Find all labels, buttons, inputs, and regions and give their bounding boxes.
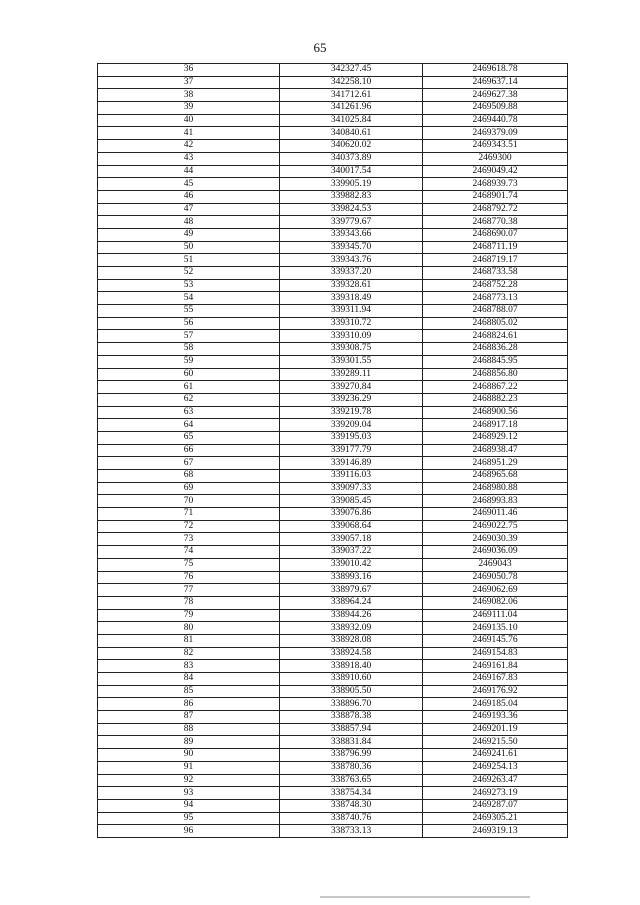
point-number-cell: 41 <box>98 127 280 140</box>
point-number-cell: 64 <box>98 419 280 432</box>
table-row <box>98 812 568 825</box>
x-coordinate-cell: 339057.18 <box>280 533 423 546</box>
point-number-cell: 37 <box>98 76 280 89</box>
y-coordinate-cell: 2468929.12 <box>423 431 568 444</box>
table-row <box>98 178 568 191</box>
point-number-cell: 92 <box>98 774 280 787</box>
y-coordinate-cell: 2469161.84 <box>423 660 568 673</box>
table-row <box>98 102 568 115</box>
y-coordinate-cell: 2469201.19 <box>423 723 568 736</box>
x-coordinate-cell: 339116.03 <box>280 470 423 483</box>
table-row <box>98 749 568 762</box>
x-coordinate-cell: 338979.67 <box>280 584 423 597</box>
point-number-cell: 69 <box>98 482 280 495</box>
y-coordinate-cell: 2468824.61 <box>423 330 568 343</box>
point-number-cell: 73 <box>98 533 280 546</box>
table-row <box>98 279 568 292</box>
y-coordinate-cell: 2469049.42 <box>423 165 568 178</box>
table-row <box>98 825 568 838</box>
point-number-cell: 67 <box>98 457 280 470</box>
x-coordinate-cell: 342258.10 <box>280 76 423 89</box>
x-coordinate-cell: 338878.38 <box>280 711 423 724</box>
x-coordinate-cell: 338763.65 <box>280 774 423 787</box>
point-number-cell: 63 <box>98 406 280 419</box>
point-number-cell: 58 <box>98 343 280 356</box>
point-number-cell: 77 <box>98 584 280 597</box>
y-coordinate-cell: 2469111.04 <box>423 609 568 622</box>
point-number-cell: 38 <box>98 89 280 102</box>
x-coordinate-cell: 340620.02 <box>280 140 423 153</box>
y-coordinate-cell: 2469167.83 <box>423 673 568 686</box>
point-number-cell: 61 <box>98 381 280 394</box>
y-coordinate-cell: 2468752.28 <box>423 279 568 292</box>
table-row <box>98 634 568 647</box>
point-number-cell: 82 <box>98 647 280 660</box>
table-row <box>98 558 568 571</box>
x-coordinate-cell: 339310.72 <box>280 317 423 330</box>
y-coordinate-cell: 2469241.61 <box>423 749 568 762</box>
table-row <box>98 673 568 686</box>
y-coordinate-cell: 2469319.13 <box>423 825 568 838</box>
table-row <box>98 216 568 229</box>
point-number-cell: 89 <box>98 736 280 749</box>
point-number-cell: 55 <box>98 305 280 318</box>
point-number-cell: 72 <box>98 520 280 533</box>
point-number-cell: 47 <box>98 203 280 216</box>
table-row <box>98 165 568 178</box>
point-number-cell: 60 <box>98 368 280 381</box>
table-row <box>98 254 568 267</box>
y-coordinate-cell: 2468856.80 <box>423 368 568 381</box>
x-coordinate-cell: 339010.42 <box>280 558 423 571</box>
y-coordinate-cell: 2469509.88 <box>423 102 568 115</box>
x-coordinate-cell: 339097.33 <box>280 482 423 495</box>
x-coordinate-cell: 339318.49 <box>280 292 423 305</box>
x-coordinate-cell: 338748.30 <box>280 799 423 812</box>
point-number-cell: 95 <box>98 812 280 825</box>
table-row <box>98 546 568 559</box>
point-number-cell: 54 <box>98 292 280 305</box>
point-number-cell: 84 <box>98 673 280 686</box>
table-row <box>98 114 568 127</box>
x-coordinate-cell: 338932.09 <box>280 622 423 635</box>
table-row <box>98 457 568 470</box>
y-coordinate-cell: 2469135.10 <box>423 622 568 635</box>
y-coordinate-cell: 2469440.78 <box>423 114 568 127</box>
point-number-cell: 39 <box>98 102 280 115</box>
y-coordinate-cell: 2468901.74 <box>423 190 568 203</box>
point-number-cell: 76 <box>98 571 280 584</box>
y-coordinate-cell: 2469287.07 <box>423 799 568 812</box>
table-row <box>98 723 568 736</box>
point-number-cell: 90 <box>98 749 280 762</box>
point-number-cell: 40 <box>98 114 280 127</box>
y-coordinate-cell: 2469036.09 <box>423 546 568 559</box>
point-number-cell: 57 <box>98 330 280 343</box>
y-coordinate-cell: 2468993.83 <box>423 495 568 508</box>
x-coordinate-cell: 341025.84 <box>280 114 423 127</box>
y-coordinate-cell: 2468805.02 <box>423 317 568 330</box>
point-number-cell: 59 <box>98 355 280 368</box>
point-number-cell: 79 <box>98 609 280 622</box>
table-row <box>98 482 568 495</box>
table-row <box>98 508 568 521</box>
y-coordinate-cell: 2469305.21 <box>423 812 568 825</box>
table-row <box>98 127 568 140</box>
y-coordinate-cell: 2469176.92 <box>423 685 568 698</box>
y-coordinate-cell: 2469637.14 <box>423 76 568 89</box>
y-coordinate-cell: 2468900.56 <box>423 406 568 419</box>
x-coordinate-cell: 339236.29 <box>280 393 423 406</box>
y-coordinate-cell: 2468770.38 <box>423 216 568 229</box>
x-coordinate-cell: 339882.83 <box>280 190 423 203</box>
point-number-cell: 86 <box>98 698 280 711</box>
table-row <box>98 419 568 432</box>
table-row <box>98 241 568 254</box>
point-number-cell: 45 <box>98 178 280 191</box>
x-coordinate-cell: 339905.19 <box>280 178 423 191</box>
y-coordinate-cell: 2468788.07 <box>423 305 568 318</box>
y-coordinate-cell: 2468773.13 <box>423 292 568 305</box>
table-row <box>98 330 568 343</box>
x-coordinate-cell: 338918.40 <box>280 660 423 673</box>
point-number-cell: 65 <box>98 431 280 444</box>
y-coordinate-cell: 2469082.06 <box>423 596 568 609</box>
table-row <box>98 711 568 724</box>
y-coordinate-cell: 2469193.36 <box>423 711 568 724</box>
table-row <box>98 203 568 216</box>
x-coordinate-cell: 339328.61 <box>280 279 423 292</box>
y-coordinate-cell: 2469379.09 <box>423 127 568 140</box>
y-coordinate-cell: 2468951.29 <box>423 457 568 470</box>
x-coordinate-cell: 338910.60 <box>280 673 423 686</box>
point-number-cell: 44 <box>98 165 280 178</box>
y-coordinate-cell: 2468733.58 <box>423 267 568 280</box>
x-coordinate-cell: 339195.03 <box>280 431 423 444</box>
y-coordinate-cell: 2468938.47 <box>423 444 568 457</box>
table-row <box>98 685 568 698</box>
table-row <box>98 228 568 241</box>
y-coordinate-cell: 2468980.88 <box>423 482 568 495</box>
table-row <box>98 533 568 546</box>
table-row <box>98 596 568 609</box>
y-coordinate-cell: 2469627.38 <box>423 89 568 102</box>
x-coordinate-cell: 339146.89 <box>280 457 423 470</box>
table-row <box>98 190 568 203</box>
y-coordinate-cell: 2469300 <box>423 152 568 165</box>
point-number-cell: 80 <box>98 622 280 635</box>
y-coordinate-cell: 2468965.68 <box>423 470 568 483</box>
y-coordinate-cell: 2469185.04 <box>423 698 568 711</box>
x-coordinate-cell: 338896.70 <box>280 698 423 711</box>
x-coordinate-cell: 338733.13 <box>280 825 423 838</box>
x-coordinate-cell: 338831.84 <box>280 736 423 749</box>
y-coordinate-cell: 2468917.18 <box>423 419 568 432</box>
table-row <box>98 393 568 406</box>
x-coordinate-cell: 339310.09 <box>280 330 423 343</box>
y-coordinate-cell: 2469030.39 <box>423 533 568 546</box>
y-coordinate-cell: 2469273.19 <box>423 787 568 800</box>
table-row <box>98 761 568 774</box>
point-number-cell: 91 <box>98 761 280 774</box>
table-row <box>98 622 568 635</box>
coordinates-table <box>97 63 568 838</box>
point-number-cell: 66 <box>98 444 280 457</box>
y-coordinate-cell: 2469154.83 <box>423 647 568 660</box>
point-number-cell: 51 <box>98 254 280 267</box>
x-coordinate-cell: 339177.79 <box>280 444 423 457</box>
x-coordinate-cell: 339289.11 <box>280 368 423 381</box>
x-coordinate-cell: 338993.16 <box>280 571 423 584</box>
y-coordinate-cell: 2469263.47 <box>423 774 568 787</box>
x-coordinate-cell: 338780.36 <box>280 761 423 774</box>
point-number-cell: 53 <box>98 279 280 292</box>
x-coordinate-cell: 338924.58 <box>280 647 423 660</box>
point-number-cell: 62 <box>98 393 280 406</box>
y-coordinate-cell: 2469043 <box>423 558 568 571</box>
x-coordinate-cell: 339779.67 <box>280 216 423 229</box>
x-coordinate-cell: 342327.45 <box>280 64 423 77</box>
x-coordinate-cell: 340017.54 <box>280 165 423 178</box>
table-row <box>98 774 568 787</box>
point-number-cell: 52 <box>98 267 280 280</box>
page-number: 65 <box>313 40 327 55</box>
x-coordinate-cell: 339085.45 <box>280 495 423 508</box>
x-coordinate-cell: 339068.64 <box>280 520 423 533</box>
x-coordinate-cell: 339824.53 <box>280 203 423 216</box>
y-coordinate-cell: 2468867.22 <box>423 381 568 394</box>
x-coordinate-cell: 338796.99 <box>280 749 423 762</box>
y-coordinate-cell: 2469145.76 <box>423 634 568 647</box>
point-number-cell: 36 <box>98 64 280 77</box>
point-number-cell: 42 <box>98 140 280 153</box>
x-coordinate-cell: 339345.70 <box>280 241 423 254</box>
table-row <box>98 520 568 533</box>
x-coordinate-cell: 341712.61 <box>280 89 423 102</box>
point-number-cell: 70 <box>98 495 280 508</box>
y-coordinate-cell: 2468711.19 <box>423 241 568 254</box>
x-coordinate-cell: 339270.84 <box>280 381 423 394</box>
point-number-cell: 83 <box>98 660 280 673</box>
y-coordinate-cell: 2469254.13 <box>423 761 568 774</box>
table-row <box>98 444 568 457</box>
table-row <box>98 470 568 483</box>
scan-edge-line <box>320 896 530 898</box>
point-number-cell: 87 <box>98 711 280 724</box>
x-coordinate-cell: 339209.04 <box>280 419 423 432</box>
table-row <box>98 647 568 660</box>
x-coordinate-cell: 340840.61 <box>280 127 423 140</box>
y-coordinate-cell: 2468719.17 <box>423 254 568 267</box>
x-coordinate-cell: 339308.75 <box>280 343 423 356</box>
table-row <box>98 305 568 318</box>
point-number-cell: 43 <box>98 152 280 165</box>
y-coordinate-cell: 2468690.07 <box>423 228 568 241</box>
table-row <box>98 381 568 394</box>
point-number-cell: 56 <box>98 317 280 330</box>
point-number-cell: 85 <box>98 685 280 698</box>
x-coordinate-cell: 339343.76 <box>280 254 423 267</box>
x-coordinate-cell: 339219.78 <box>280 406 423 419</box>
point-number-cell: 78 <box>98 596 280 609</box>
y-coordinate-cell: 2469343.51 <box>423 140 568 153</box>
x-coordinate-cell: 338964.24 <box>280 596 423 609</box>
x-coordinate-cell: 339301.55 <box>280 355 423 368</box>
table-row <box>98 343 568 356</box>
table-row <box>98 609 568 622</box>
x-coordinate-cell: 339343.66 <box>280 228 423 241</box>
table-row <box>98 140 568 153</box>
x-coordinate-cell: 339037.22 <box>280 546 423 559</box>
table-row <box>98 660 568 673</box>
x-coordinate-cell: 338928.08 <box>280 634 423 647</box>
point-number-cell: 49 <box>98 228 280 241</box>
table-row <box>98 431 568 444</box>
x-coordinate-cell: 339311.94 <box>280 305 423 318</box>
y-coordinate-cell: 2468792.72 <box>423 203 568 216</box>
table-row <box>98 698 568 711</box>
table-row <box>98 736 568 749</box>
x-coordinate-cell: 338754.34 <box>280 787 423 800</box>
x-coordinate-cell: 340373.89 <box>280 152 423 165</box>
y-coordinate-cell: 2469618.78 <box>423 64 568 77</box>
point-number-cell: 74 <box>98 546 280 559</box>
y-coordinate-cell: 2468939.73 <box>423 178 568 191</box>
point-number-cell: 75 <box>98 558 280 571</box>
point-number-cell: 48 <box>98 216 280 229</box>
y-coordinate-cell: 2468836.28 <box>423 343 568 356</box>
y-coordinate-cell: 2469011.46 <box>423 508 568 521</box>
table-row <box>98 571 568 584</box>
point-number-cell: 46 <box>98 190 280 203</box>
x-coordinate-cell: 339337.20 <box>280 267 423 280</box>
y-coordinate-cell: 2469050.78 <box>423 571 568 584</box>
table-row <box>98 317 568 330</box>
table-row <box>98 584 568 597</box>
table-row <box>98 76 568 89</box>
table-row <box>98 799 568 812</box>
point-number-cell: 71 <box>98 508 280 521</box>
point-number-cell: 50 <box>98 241 280 254</box>
x-coordinate-cell: 338740.76 <box>280 812 423 825</box>
y-coordinate-cell: 2468845.95 <box>423 355 568 368</box>
table-row <box>98 406 568 419</box>
x-coordinate-cell: 341261.96 <box>280 102 423 115</box>
x-coordinate-cell: 338905.50 <box>280 685 423 698</box>
table-row <box>98 368 568 381</box>
y-coordinate-cell: 2468882.23 <box>423 393 568 406</box>
point-number-cell: 93 <box>98 787 280 800</box>
table-row <box>98 267 568 280</box>
point-number-cell: 68 <box>98 470 280 483</box>
table-row <box>98 787 568 800</box>
point-number-cell: 94 <box>98 799 280 812</box>
table-row <box>98 89 568 102</box>
y-coordinate-cell: 2469022.75 <box>423 520 568 533</box>
table-row <box>98 495 568 508</box>
x-coordinate-cell: 338857.94 <box>280 723 423 736</box>
x-coordinate-cell: 338944.26 <box>280 609 423 622</box>
table-row <box>98 152 568 165</box>
table-row <box>98 292 568 305</box>
x-coordinate-cell: 339076.86 <box>280 508 423 521</box>
table-row <box>98 64 568 77</box>
table-row <box>98 355 568 368</box>
y-coordinate-cell: 2469062.69 <box>423 584 568 597</box>
y-coordinate-cell: 2469215.50 <box>423 736 568 749</box>
point-number-cell: 81 <box>98 634 280 647</box>
coordinates-table-body <box>98 64 568 838</box>
point-number-cell: 88 <box>98 723 280 736</box>
point-number-cell: 96 <box>98 825 280 838</box>
